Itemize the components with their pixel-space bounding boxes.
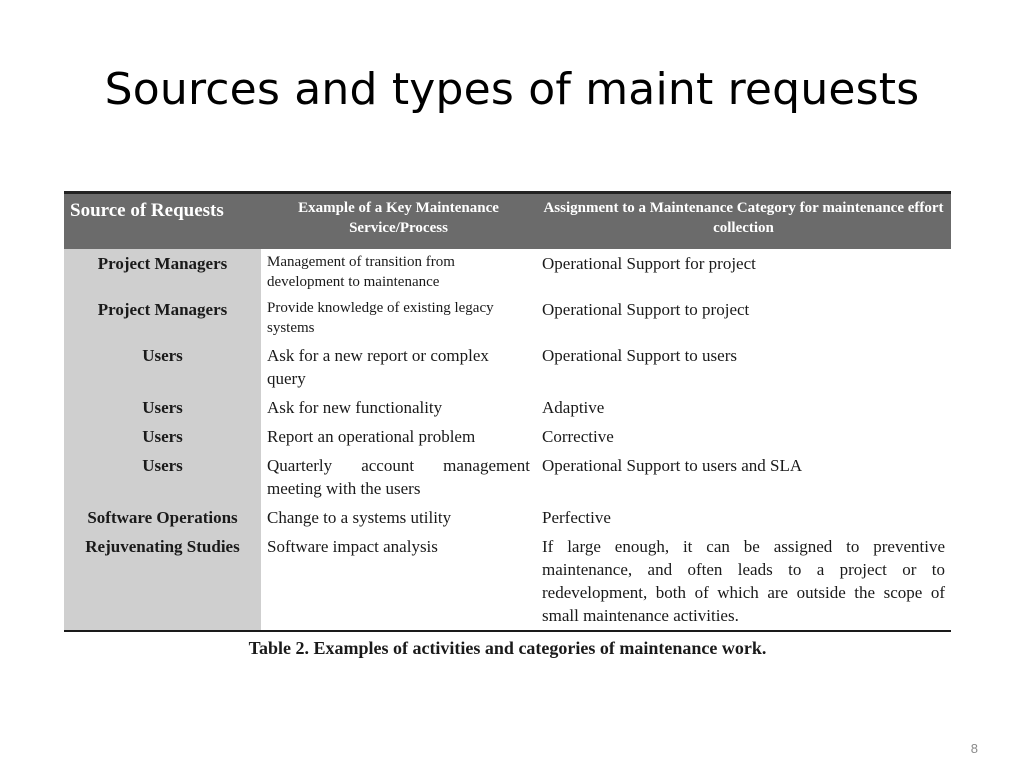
row-example: Provide knowledge of existing legacy systems [261,295,536,341]
row-example: Report an operational problem [261,422,536,451]
slide-title: Sources and types of maint requests [104,64,920,115]
row-source: Users [64,393,261,422]
row-assignment: Operational Support to users and SLA [536,451,951,503]
table-header-row [64,193,951,249]
table-row [64,393,951,422]
row-assignment: Operational Support for project [536,249,951,295]
row-assignment: Corrective [536,422,951,451]
table-row [64,532,951,631]
row-example: Change to a systems utility [261,503,536,532]
row-example: Quarterly account management meeting with the users [261,451,536,503]
row-assignment: Operational Support to project [536,295,951,341]
row-example: Management of transition from development to maintenance [261,249,536,295]
row-source: Project Managers [64,295,261,341]
row-example: Ask for a new report or complex query [261,341,536,393]
table-row [64,503,951,532]
page-number: 8 [970,741,978,756]
table-row [64,295,951,341]
row-source: Project Managers [64,249,261,295]
row-example: Ask for new functionality [261,393,536,422]
row-source: Rejuvenating Studies [64,532,261,631]
row-assignment: Adaptive [536,393,951,422]
table-row [64,422,951,451]
row-assignment: Operational Support to users [536,341,951,393]
table-row [64,341,951,393]
row-source: Software Operations [64,503,261,532]
row-source: Users [64,422,261,451]
table-row [64,451,951,503]
table-caption: Table 2. Examples of activities and categories of maintenance work. [248,637,767,658]
header-example: Example of a Key Maintenance Service/Process [298,200,499,236]
row-source: Users [64,451,261,503]
header-assignment: Assignment to a Maintenance Category for maintenance effort collection [543,200,944,236]
header-source: Source of Requests [70,200,224,221]
row-source: Users [64,341,261,393]
row-example: Software impact analysis [261,532,536,631]
table-row [64,249,951,295]
maintenance-requests-table [64,191,951,632]
row-assignment: If large enough, it can be assigned to preventive maintenance, and often leads to a project or to redevelopment, both of which are outside the scope of small maintenance activities. [536,532,951,631]
row-assignment: Perfective [536,503,951,532]
table-figure [64,191,951,659]
